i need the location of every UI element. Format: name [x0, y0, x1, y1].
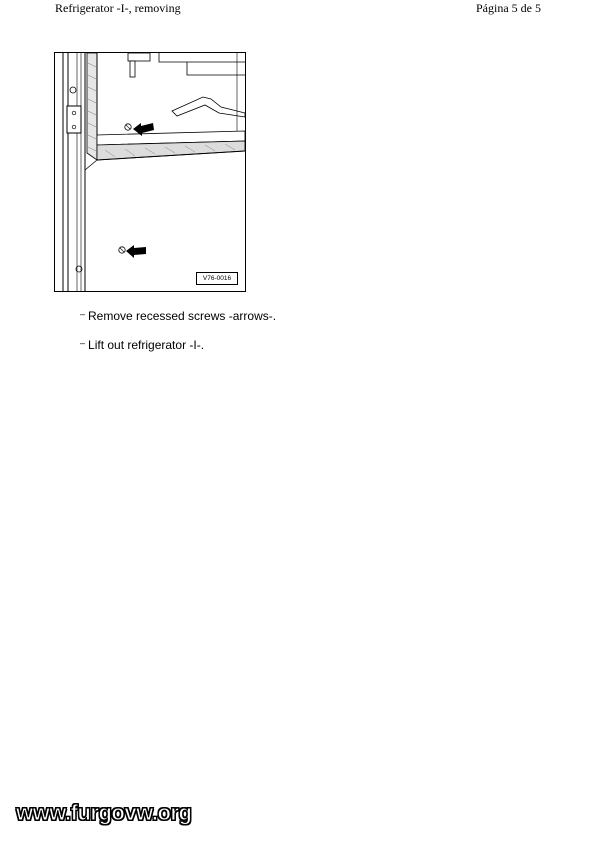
technical-illustration	[54, 52, 246, 292]
arrow-icon	[126, 245, 146, 258]
instruction-step	[80, 338, 204, 353]
figure-reference: V76-0016	[196, 272, 238, 285]
header-title: Refrigerator -I-, removing	[55, 1, 181, 15]
instruction-step	[80, 309, 276, 324]
step-marker: –	[80, 309, 86, 319]
step-text: Remove recessed screws -arrows-.	[88, 309, 277, 323]
watermark: www.furgovw.org	[16, 800, 192, 825]
step-text: Lift out refrigerator -I-.	[88, 338, 205, 352]
step-marker: –	[80, 338, 86, 348]
page-number: Página 5 de 5	[476, 1, 541, 15]
refrigerator-drawing	[55, 53, 245, 291]
